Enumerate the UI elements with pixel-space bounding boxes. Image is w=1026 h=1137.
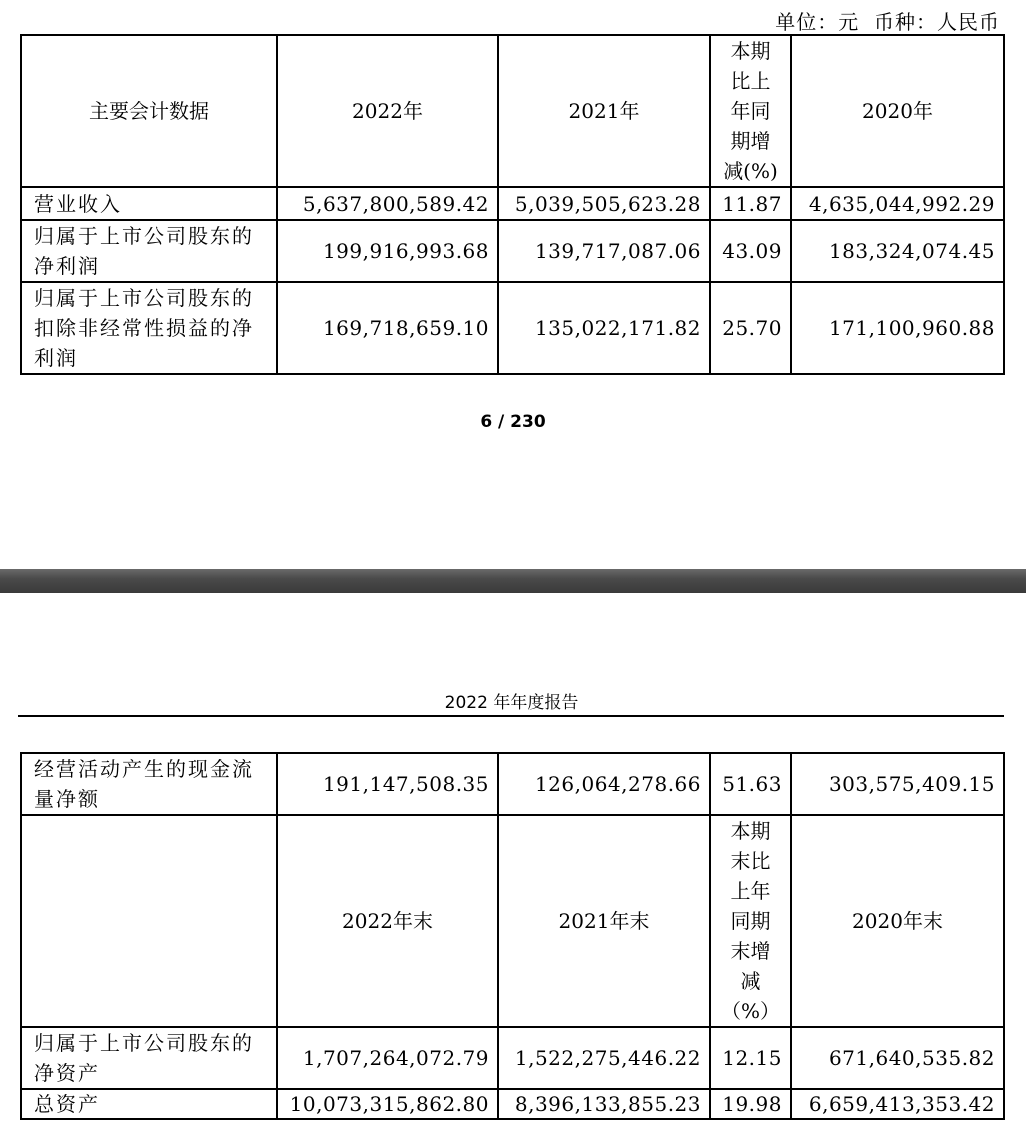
cell-value: 303,575,409.15 [791, 753, 1004, 815]
cell-value: 169,718,659.10 [277, 282, 498, 374]
table-row [21, 282, 1004, 374]
row-label: 归属于上市公司股东的净利润 [21, 220, 277, 282]
cell-value: 1,522,275,446.22 [498, 1027, 710, 1089]
cell-change: 12.15 [710, 1027, 791, 1089]
cell-value: 126,064,278.66 [498, 753, 710, 815]
row-label: 总资产 [21, 1089, 277, 1119]
table-row [21, 187, 1004, 220]
row-label: 归属于上市公司股东的扣除非经常性损益的净利润 [21, 282, 277, 374]
cell-value: 1,707,264,072.79 [277, 1027, 498, 1089]
page-divider [0, 569, 1026, 593]
table-row [21, 753, 1004, 815]
cell-change: 51.63 [710, 753, 791, 815]
cell-value: 191,147,508.35 [277, 753, 498, 815]
page-number: 6 / 230 [480, 412, 546, 432]
key-accounting-data-table-continued [20, 752, 1005, 1120]
header-year-end-2022: 2022年末 [277, 815, 498, 1027]
table-header-row [21, 35, 1004, 187]
header-year-end-2021: 2021年末 [498, 815, 710, 1027]
header-item-name [21, 815, 277, 1027]
cell-change: 19.98 [710, 1089, 791, 1119]
cell-value: 5,637,800,589.42 [277, 187, 498, 220]
header-item-name: 主要会计数据 [21, 35, 277, 187]
row-label: 营业收入 [21, 187, 277, 220]
cell-value: 5,039,505,623.28 [498, 187, 710, 220]
cell-value: 8,396,133,855.23 [498, 1089, 710, 1119]
key-accounting-data-table [20, 34, 1005, 375]
cell-value: 139,717,087.06 [498, 220, 710, 282]
cell-change: 11.87 [710, 187, 791, 220]
cell-value: 199,916,993.68 [277, 220, 498, 282]
cell-value: 4,635,044,992.29 [791, 187, 1004, 220]
header-year-2022: 2022年 [277, 35, 498, 187]
cell-value: 671,640,535.82 [791, 1027, 1004, 1089]
report-header-title: 2022 年年度报告 [444, 693, 579, 713]
header-yoy-change-end: 本期 末比 上年 同期 末增 减 （%） [710, 815, 791, 1027]
table-header-row [21, 815, 1004, 1027]
cell-value: 10,073,315,862.80 [277, 1089, 498, 1119]
cell-change: 43.09 [710, 220, 791, 282]
header-yoy-change: 本期 比上 年同 期增 减(%) [710, 35, 791, 187]
table-row [21, 1027, 1004, 1089]
header-rule [18, 715, 1004, 717]
row-label: 归属于上市公司股东的净资产 [21, 1027, 277, 1089]
cell-value: 183,324,074.45 [791, 220, 1004, 282]
cell-change: 25.70 [710, 282, 791, 374]
cell-value: 6,659,413,353.42 [791, 1089, 1004, 1119]
currency-unit-note: 单位：元 币种：人民币 [775, 10, 1000, 34]
table-row [21, 220, 1004, 282]
header-year-end-2020: 2020年末 [791, 815, 1004, 1027]
cell-value: 135,022,171.82 [498, 282, 710, 374]
header-year-2021: 2021年 [498, 35, 710, 187]
table-row [21, 1089, 1004, 1119]
row-label: 经营活动产生的现金流量净额 [21, 753, 277, 815]
header-year-2020: 2020年 [791, 35, 1004, 187]
cell-value: 171,100,960.88 [791, 282, 1004, 374]
